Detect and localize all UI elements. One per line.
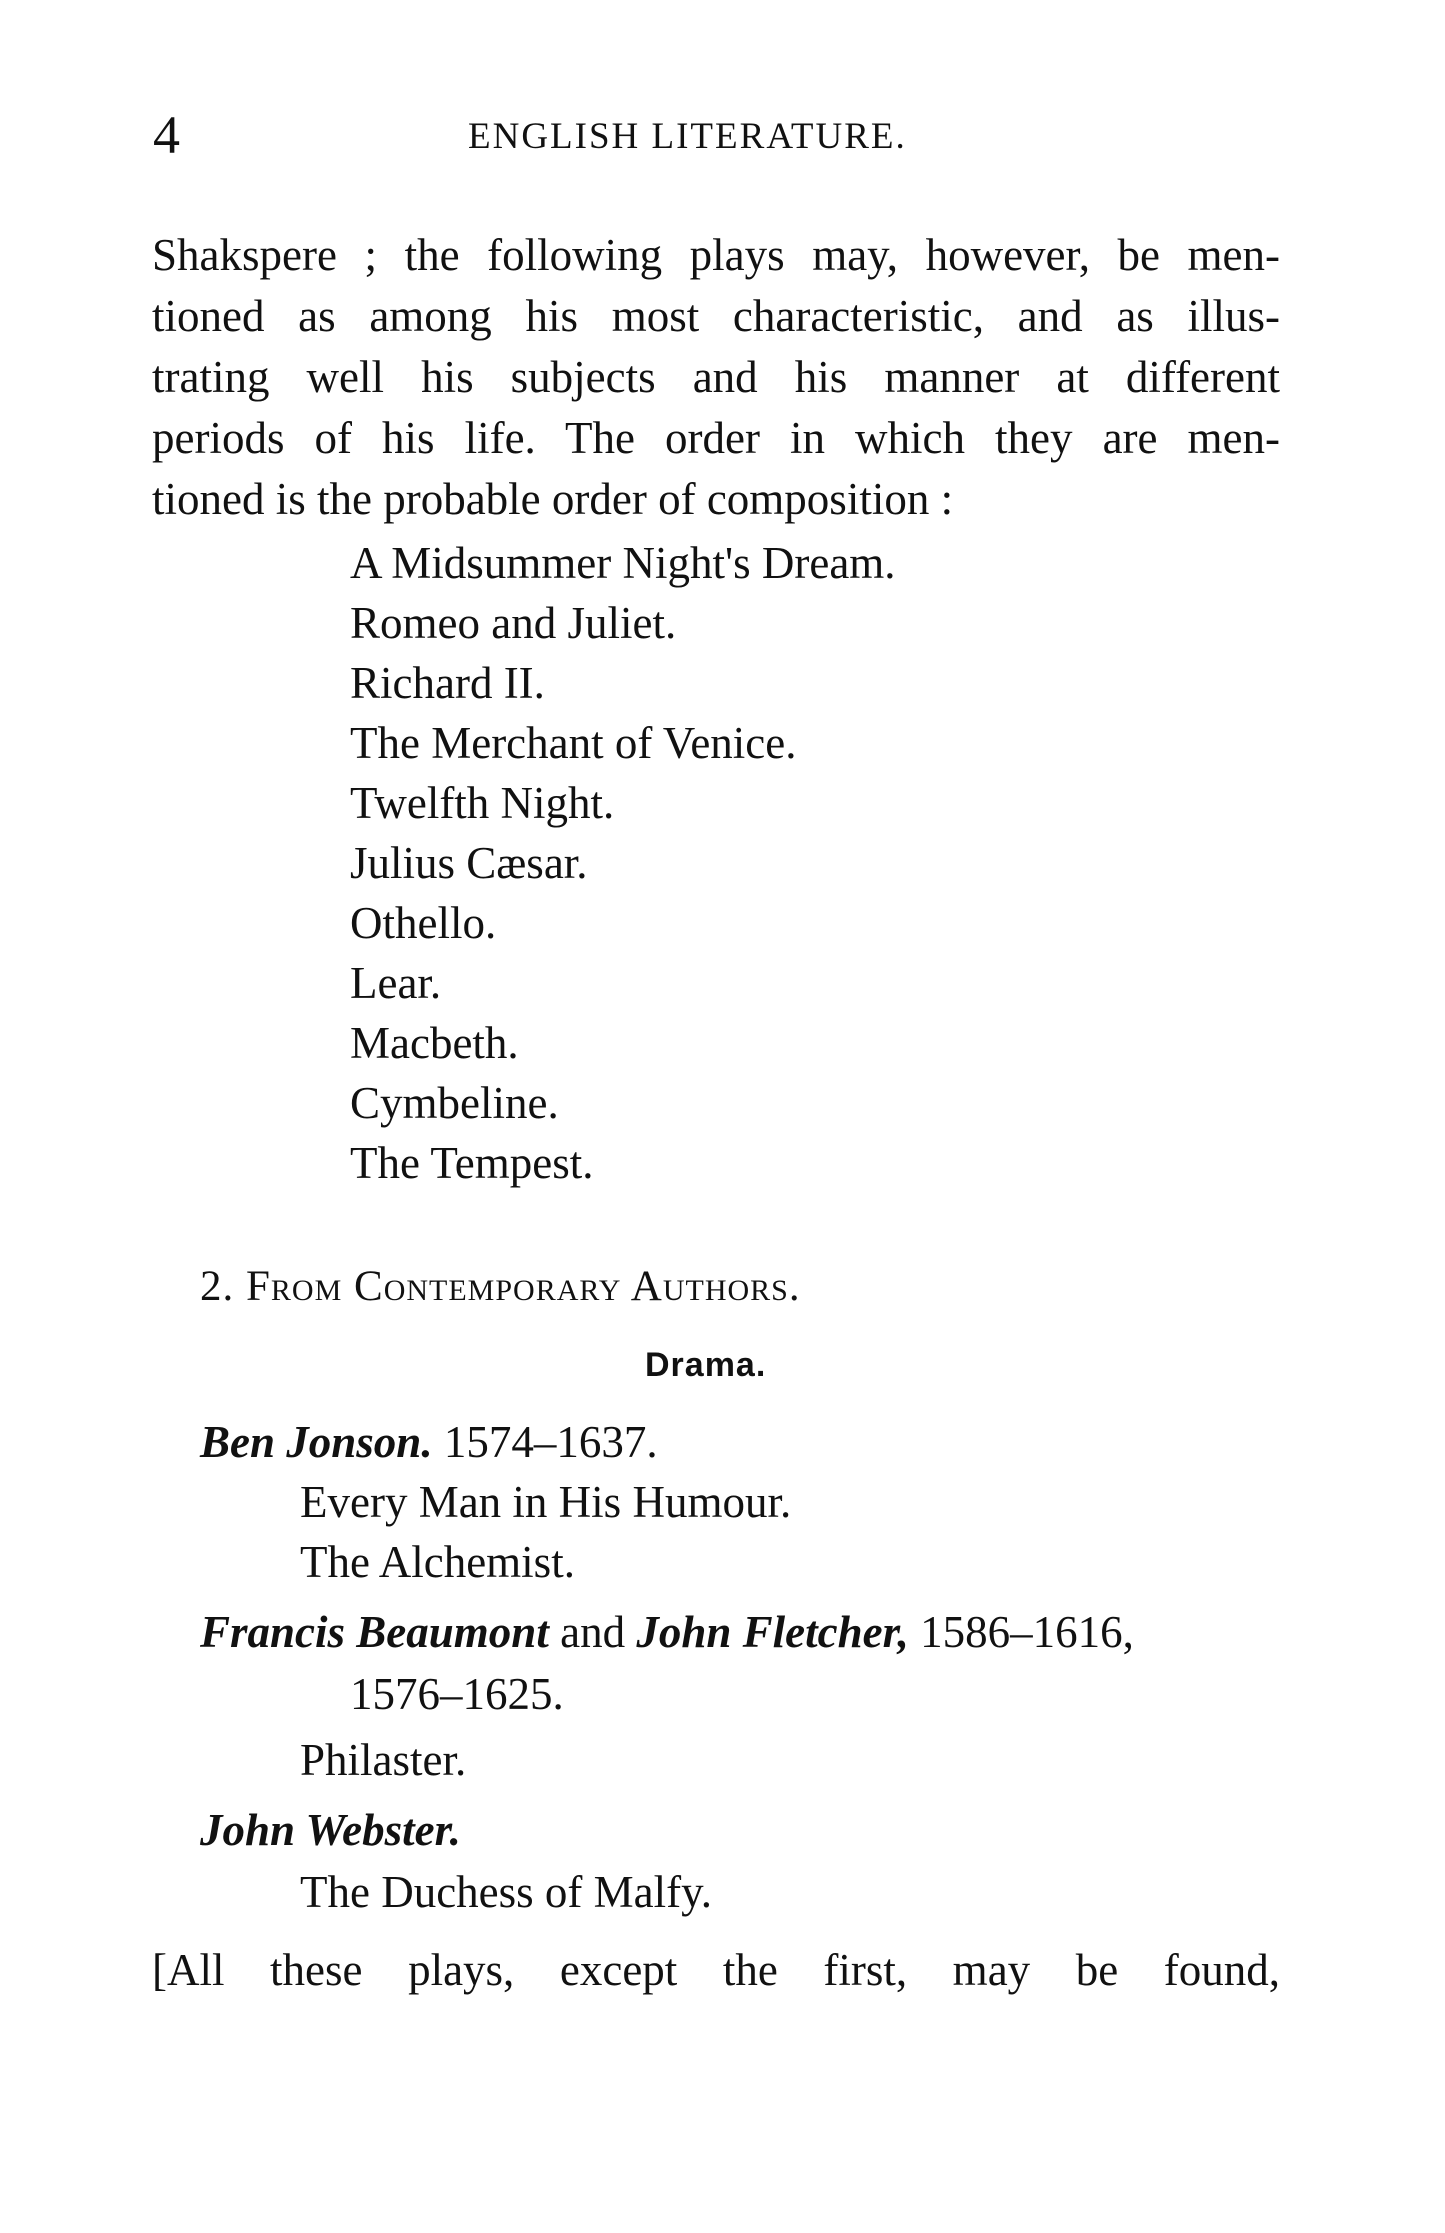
- play-title: Cymbeline.: [350, 1078, 559, 1128]
- play-title: The Tempest.: [350, 1138, 594, 1188]
- play-title: Richard II.: [350, 658, 545, 708]
- play-title: A Midsummer Night's Dream.: [350, 538, 896, 588]
- play-title: Lear.: [350, 958, 442, 1008]
- play-title: Macbeth.: [350, 1018, 519, 1068]
- author-dates: 1586–1616,: [920, 1607, 1134, 1657]
- author-name: Ben Jonson.: [200, 1417, 433, 1467]
- author-dates: 1574–1637.: [443, 1417, 658, 1467]
- author-entry-webster: [200, 1800, 461, 1860]
- author-name: John Webster.: [200, 1805, 461, 1855]
- section-title: From Contemporary Authors.: [246, 1263, 801, 1310]
- author-entry-jonson: [200, 1412, 658, 1472]
- play-title: Twelfth Night.: [350, 778, 615, 828]
- work-title: The Alchemist.: [300, 1537, 575, 1587]
- work-title: Philaster.: [300, 1735, 467, 1785]
- author-joiner: and: [560, 1607, 626, 1657]
- work-title: Every Man in His Humour.: [300, 1477, 792, 1527]
- work-title: The Duchess of Malfy.: [300, 1867, 712, 1917]
- play-title: The Merchant of Venice.: [350, 718, 797, 768]
- play-title: Othello.: [350, 898, 497, 948]
- intro-line: periods of his life. The order in which they are men-: [152, 413, 1280, 463]
- section-number: 2.: [200, 1263, 235, 1310]
- intro-line: tioned as among his most characteristic, and as illus-: [152, 291, 1280, 341]
- genre-heading: Drama.: [645, 1346, 767, 1384]
- closing-line: [All these plays, except the first, may be found,: [152, 1945, 1280, 1995]
- author-dates: 1576–1625.: [350, 1669, 564, 1719]
- page-header: [150, 105, 1295, 165]
- section-heading: [200, 1257, 801, 1317]
- play-title: Julius Cæsar.: [350, 838, 588, 888]
- running-title: ENGLISH LITERATURE.: [468, 116, 907, 157]
- author-entry-beaumont-fletcher: [200, 1602, 1134, 1662]
- page-number: 4: [153, 105, 180, 165]
- author-name: Francis Beaumont: [200, 1607, 549, 1657]
- intro-line: trating well his subjects and his manner at different: [152, 352, 1280, 402]
- intro-line: tioned is the probable order of composition :: [152, 474, 954, 524]
- author-name: John Fletcher,: [636, 1607, 909, 1657]
- play-title: Romeo and Juliet.: [350, 598, 677, 648]
- intro-line: Shakspere ; the following plays may, however, be men-: [152, 230, 1280, 280]
